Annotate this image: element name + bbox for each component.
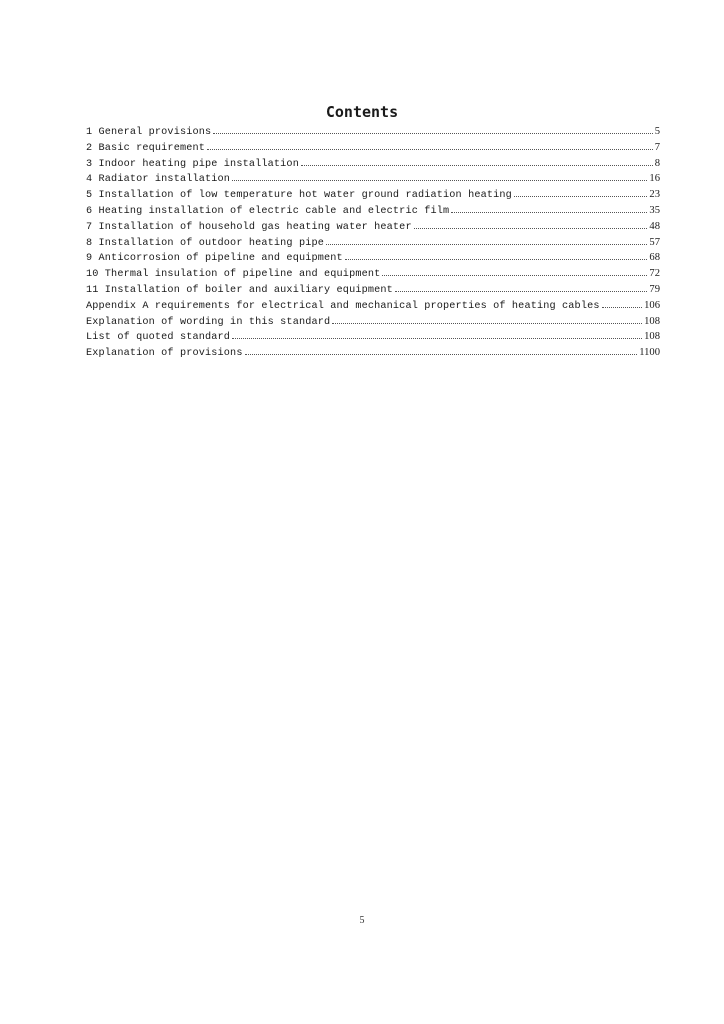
toc-entry	[86, 156, 660, 172]
toc-entry-label: 1 General provisions	[86, 127, 212, 138]
dot-leader	[245, 353, 638, 355]
toc-entry	[86, 203, 660, 219]
dot-leader	[395, 290, 647, 292]
toc-entry-page: 35	[649, 204, 660, 216]
dot-leader	[414, 227, 648, 229]
toc-entry-label: 5 Installation of low temperature hot water ground radiation heating	[86, 190, 512, 202]
toc-entry-page: 16	[649, 173, 660, 185]
toc-entry	[86, 329, 660, 345]
toc-entry-label: 10 Thermal insulation of pipeline and equipment	[86, 269, 381, 281]
toc-entry-label: 11 Installation of boiler and auxiliary equipment	[86, 284, 393, 296]
toc-entry-label: 2 Basic requirement	[86, 142, 206, 154]
toc-entry	[86, 187, 660, 203]
dot-leader	[345, 258, 648, 260]
toc-entry	[86, 250, 660, 266]
toc-entry-label: 8 Installation of outdoor heating pipe	[86, 237, 325, 249]
dot-leader	[514, 195, 647, 197]
toc-entry-label: 7 Installation of household gas heating water heater	[86, 221, 412, 233]
toc-entry-page: 7	[654, 141, 660, 153]
toc-entry-page: 108	[644, 315, 660, 327]
dot-leader	[207, 148, 653, 150]
toc-entry	[86, 298, 660, 314]
page-number: 5	[359, 915, 365, 926]
toc-entry	[86, 235, 660, 251]
toc-entry	[86, 282, 660, 298]
toc-entry-page: 108	[644, 331, 660, 343]
dot-leader	[232, 179, 647, 181]
dot-leader	[382, 274, 647, 276]
toc-entry-page: 79	[649, 283, 660, 295]
toc-entry-label: 4 Radiator installation	[86, 174, 231, 186]
toc-entry-page: 68	[649, 252, 660, 264]
dot-leader	[451, 211, 647, 213]
toc-entry-page: 5	[654, 126, 660, 137]
toc-entry-page: 48	[649, 220, 660, 232]
toc-title: Contents	[325, 103, 399, 121]
dot-leader	[232, 337, 642, 339]
toc-list	[86, 124, 660, 361]
toc-entry-page: 1100	[639, 347, 660, 359]
dot-leader	[213, 132, 652, 134]
toc-entry-label: 3 Indoor heating pipe installation	[86, 158, 299, 170]
toc-entry-page: 106	[644, 299, 660, 311]
toc-entry	[86, 345, 660, 361]
toc-entry-label: 9 Anticorrosion of pipeline and equipment	[86, 253, 343, 265]
toc-entry-label: Explanation of provisions	[86, 348, 243, 360]
toc-entry-label: Explanation of wording in this standard	[86, 316, 331, 328]
toc-entry-label: Appendix A requirements for electrical and mechanical properties of heating cables	[86, 300, 600, 312]
dot-leader	[332, 322, 642, 324]
toc-entry	[86, 124, 660, 140]
toc-entry-page: 8	[654, 157, 660, 169]
toc-entry-label: List of quoted standard	[86, 332, 231, 344]
toc-entry	[86, 219, 660, 235]
toc-entry	[86, 140, 660, 156]
dot-leader	[326, 243, 647, 245]
toc-entry-page: 72	[649, 268, 660, 280]
toc-entry	[86, 266, 660, 282]
toc-entry-page: 57	[649, 236, 660, 248]
toc-entry	[86, 171, 660, 187]
toc-entry	[86, 314, 660, 330]
toc-entry-label: 6 Heating installation of electric cable and electric film	[86, 205, 450, 217]
toc-entry-page: 23	[649, 189, 660, 201]
dot-leader	[301, 164, 653, 166]
dot-leader	[602, 306, 643, 308]
